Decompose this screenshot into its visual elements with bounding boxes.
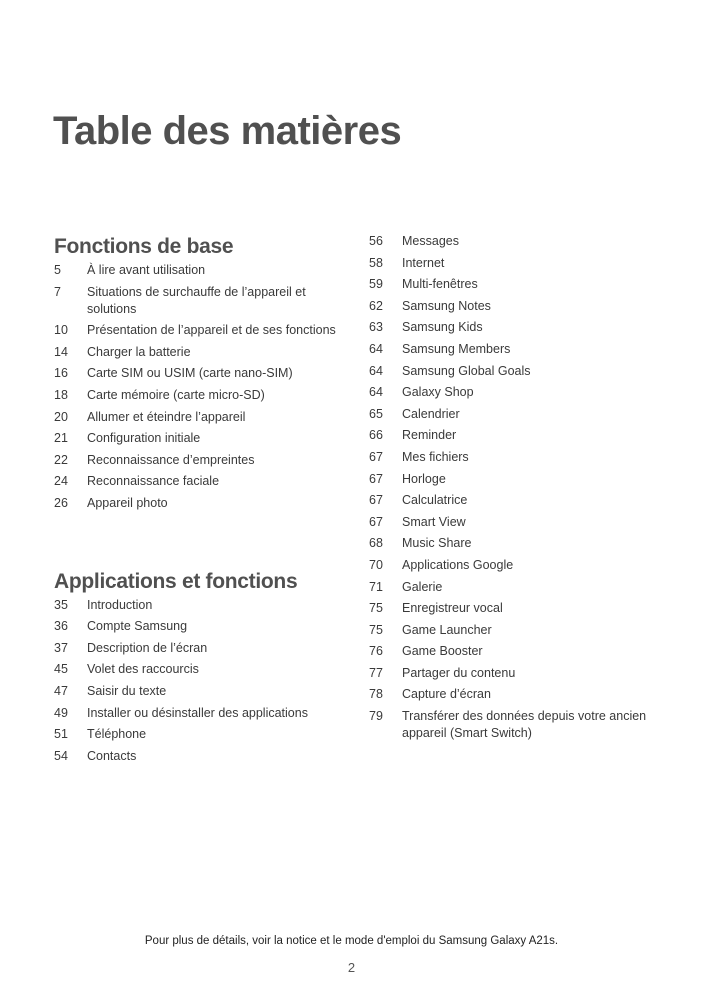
toc-entry-label: Allumer et éteindre l’appareil — [87, 409, 246, 424]
toc-entry-page: 54 — [54, 748, 68, 763]
toc-entry[interactable] — [369, 535, 659, 552]
toc-entry-page: 51 — [54, 727, 68, 742]
toc-entry[interactable] — [369, 427, 659, 444]
toc-entry-label: Messages — [402, 234, 459, 248]
toc-entry[interactable] — [369, 665, 659, 682]
toc-entry-page: 70 — [369, 557, 383, 572]
toc-entry-page: 63 — [369, 320, 383, 335]
toc-entry-label: Reconnaissance d’empreintes — [87, 452, 255, 467]
toc-entry[interactable] — [369, 557, 659, 574]
toc-entry-label: Calculatrice — [402, 493, 468, 508]
toc-entry-page: 49 — [54, 705, 68, 720]
toc-entry[interactable] — [369, 708, 659, 742]
toc-entry-page: 14 — [54, 344, 68, 359]
toc-entry-page: 59 — [369, 277, 383, 292]
toc-entry-page: 71 — [369, 579, 383, 594]
toc-entry[interactable] — [54, 344, 344, 361]
toc-entry-label: Horloge — [402, 471, 446, 486]
toc-entry[interactable] — [54, 683, 344, 700]
section-heading-basics: Fonctions de base — [54, 235, 234, 258]
toc-entry-page: 37 — [54, 640, 68, 655]
toc-entry-label: À lire avant utilisation — [87, 263, 206, 277]
toc-entry-page: 10 — [54, 323, 68, 338]
toc-entry-page: 16 — [54, 366, 68, 381]
toc-entry-page: 35 — [54, 597, 68, 612]
toc-entry[interactable] — [54, 262, 344, 279]
toc-entry-page: 64 — [369, 385, 383, 400]
toc-entry[interactable] — [54, 284, 344, 318]
toc-entry-page: 79 — [369, 709, 383, 724]
toc-entry-page: 45 — [54, 662, 68, 677]
toc-entry-label: Téléphone — [87, 727, 147, 742]
toc-entry-page: 67 — [369, 471, 383, 486]
toc-entry-label: Capture d’écran — [402, 687, 491, 702]
toc-entry[interactable] — [54, 640, 344, 657]
toc-entry-label: Samsung Global Goals — [402, 363, 531, 378]
toc-entry-label: Installer ou désinstaller des applications — [87, 705, 308, 720]
page-title: Table des matières — [53, 108, 402, 153]
toc-entry[interactable] — [369, 492, 659, 509]
toc-entry-page: 67 — [369, 449, 383, 464]
toc-entry-page: 78 — [369, 687, 383, 702]
toc-entry-label: Applications Google — [402, 557, 514, 572]
toc-entry-page: 47 — [54, 683, 68, 698]
toc-entry[interactable] — [54, 748, 344, 765]
toc-entry[interactable] — [54, 495, 344, 512]
toc-entry-label: Game Booster — [402, 644, 483, 659]
toc-entry-page: 62 — [369, 298, 383, 313]
toc-entry-label: Situations de surchauffe de l’appareil et solutions — [87, 284, 306, 316]
toc-list-apps-continued — [369, 233, 659, 742]
toc-entry-label: Smart View — [402, 514, 466, 529]
toc-entry-page: 56 — [369, 234, 383, 248]
toc-entry-label: Compte Samsung — [87, 619, 188, 634]
toc-entry[interactable] — [54, 365, 344, 382]
toc-entry[interactable] — [54, 597, 344, 614]
toc-entry-label: Samsung Notes — [402, 298, 491, 313]
toc-entry-label: Galaxy Shop — [402, 385, 474, 400]
toc-entry-label: Présentation de l’appareil et de ses fonctions — [87, 323, 336, 338]
toc-entry[interactable] — [369, 600, 659, 617]
toc-entry[interactable] — [54, 705, 344, 722]
toc-entry[interactable] — [369, 255, 659, 272]
toc-entry-label: Carte mémoire (carte micro-SD) — [87, 387, 265, 402]
toc-entry[interactable] — [369, 233, 659, 250]
toc-entry[interactable] — [369, 643, 659, 660]
toc-entry-label: Galerie — [402, 579, 443, 594]
toc-entry-label: Saisir du texte — [87, 683, 167, 698]
toc-entry-label: Internet — [402, 255, 445, 270]
toc-entry-page: 22 — [54, 452, 68, 467]
toc-entry[interactable] — [54, 409, 344, 426]
toc-entry[interactable] — [54, 473, 344, 490]
toc-entry[interactable] — [369, 449, 659, 466]
toc-entry-label: Game Launcher — [402, 622, 492, 637]
toc-entry[interactable] — [54, 726, 344, 743]
toc-entry-page: 24 — [54, 474, 68, 489]
toc-entry[interactable] — [369, 471, 659, 488]
toc-entry-page: 58 — [369, 255, 383, 270]
toc-entry[interactable] — [369, 363, 659, 380]
toc-entry[interactable] — [369, 622, 659, 639]
toc-entry-label: Music Share — [402, 536, 472, 551]
toc-entry-label: Charger la batterie — [87, 344, 191, 359]
toc-entry-page: 75 — [369, 601, 383, 616]
toc-entry[interactable] — [369, 276, 659, 293]
toc-entry-page: 75 — [369, 622, 383, 637]
toc-entry[interactable] — [54, 452, 344, 469]
toc-left-column — [54, 232, 344, 769]
toc-entry[interactable] — [54, 430, 344, 447]
toc-entry-page: 64 — [369, 341, 383, 356]
toc-entry-label: Reconnaissance faciale — [87, 474, 220, 489]
toc-entry[interactable] — [369, 384, 659, 401]
toc-right-column — [369, 233, 659, 747]
toc-entry[interactable] — [369, 298, 659, 315]
footer-note: Pour plus de détails, voir la notice et le mode d'emploi du Samsung Galaxy A21s. — [144, 935, 559, 947]
toc-entry[interactable] — [54, 618, 344, 635]
toc-entry[interactable] — [369, 319, 659, 336]
toc-entry-page: 65 — [369, 406, 383, 421]
toc-entry-page: 21 — [54, 431, 68, 446]
toc-entry[interactable] — [369, 686, 659, 703]
toc-entry[interactable] — [54, 661, 344, 678]
toc-entry-page: 64 — [369, 363, 383, 378]
toc-entry[interactable] — [369, 341, 659, 358]
toc-entry-label: Mes fichiers — [402, 449, 469, 464]
toc-entry-label: Partager du contenu — [402, 665, 516, 680]
toc-entry-label: Samsung Members — [402, 341, 511, 356]
toc-entry[interactable] — [54, 322, 344, 339]
toc-entry-page: 7 — [54, 284, 61, 299]
toc-entry[interactable] — [369, 514, 659, 531]
toc-entry-label: Carte SIM ou USIM (carte nano-SIM) — [87, 366, 293, 381]
toc-entry-label: Enregistreur vocal — [402, 601, 503, 616]
toc-entry-page: 68 — [369, 536, 383, 551]
toc-entry-page: 26 — [54, 495, 68, 510]
toc-entry[interactable] — [369, 406, 659, 423]
toc-entry-page: 67 — [369, 493, 383, 508]
toc-list-apps — [54, 597, 344, 765]
toc-entry-page: 18 — [54, 387, 68, 402]
toc-entry[interactable] — [54, 387, 344, 404]
toc-entry-page: 67 — [369, 514, 383, 529]
toc-entry-label: Appareil photo — [87, 495, 168, 510]
toc-entry-page: 20 — [54, 409, 68, 424]
section-heading-apps: Applications et fonctions — [54, 569, 298, 593]
toc-entry-label: Introduction — [87, 597, 153, 612]
toc-entry-label: Transférer des données depuis votre ancien appareil (Smart Switch) — [402, 709, 647, 741]
toc-entry-label: Configuration initiale — [87, 431, 201, 446]
toc-entry-page: 66 — [369, 428, 383, 443]
toc-entry-label: Contacts — [87, 748, 137, 763]
toc-entry-label: Calendrier — [402, 406, 460, 421]
toc-entry-page: 76 — [369, 644, 383, 659]
toc-list-basics — [54, 262, 344, 512]
toc-entry-label: Multi-fenêtres — [402, 277, 478, 292]
toc-entry-page: 5 — [54, 263, 61, 277]
toc-entry-label: Samsung Kids — [402, 320, 483, 335]
toc-entry-page: 36 — [54, 619, 68, 634]
toc-entry-page: 77 — [369, 665, 383, 680]
toc-entry[interactable] — [369, 579, 659, 596]
toc-entry-label: Reminder — [402, 428, 457, 443]
page-number: 2 — [347, 960, 356, 975]
toc-entry-label: Volet des raccourcis — [87, 662, 199, 677]
toc-entry-label: Description de l’écran — [87, 640, 208, 655]
